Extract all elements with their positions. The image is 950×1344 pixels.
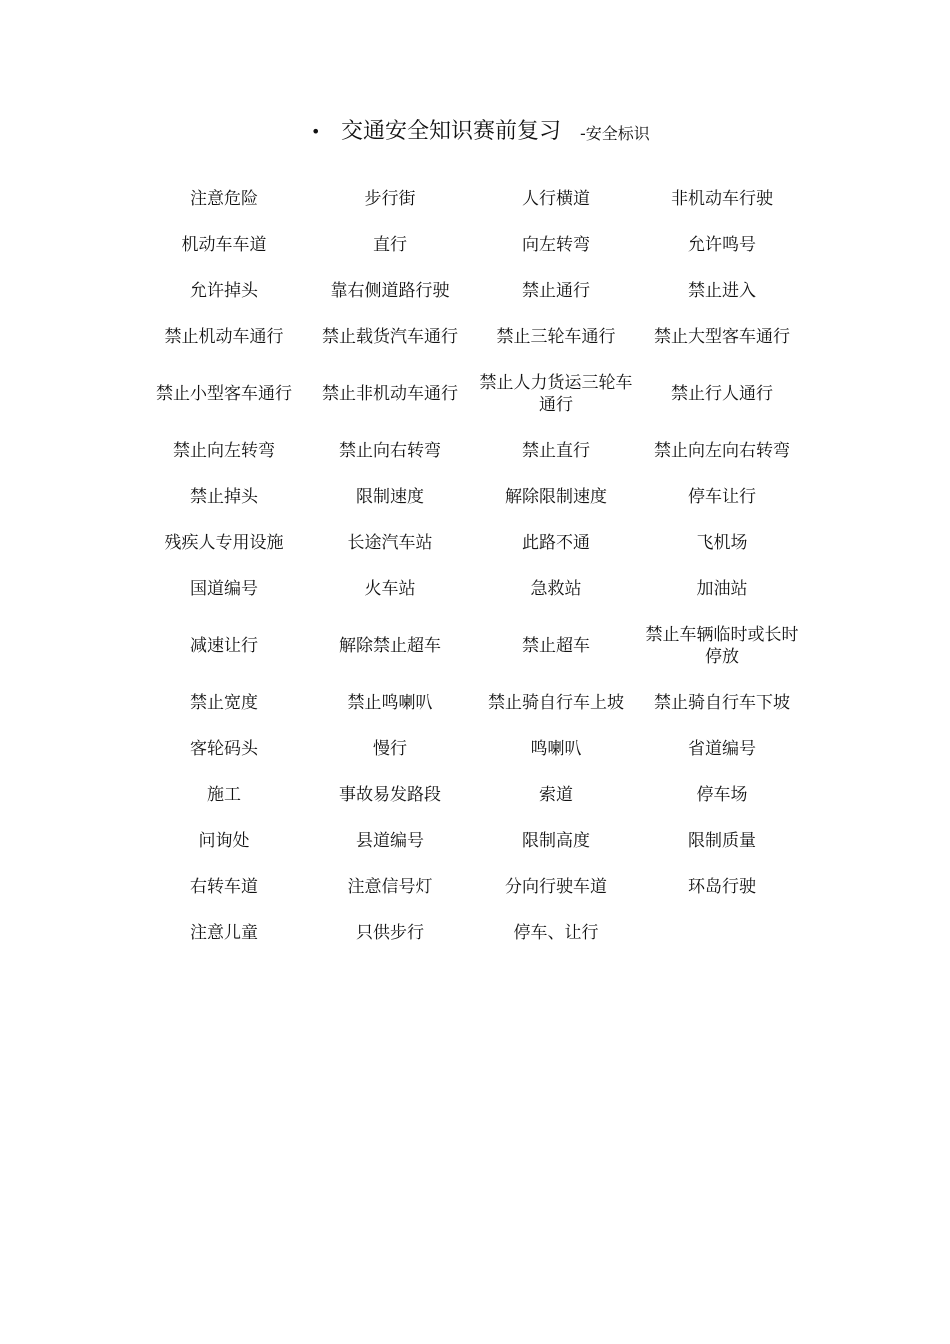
table-cell: 鸣喇叭: [530, 739, 582, 759]
table-cell: 注意信号灯: [347, 877, 433, 897]
table-cell: 县道编号: [356, 831, 424, 851]
table-cell: 此路不通: [522, 533, 590, 553]
table-cell: 停车让行: [688, 487, 756, 507]
table-cell: 急救站: [530, 579, 582, 599]
table-cell: 禁止机动车通行: [164, 327, 284, 347]
page-title: 交通安全知识赛前复习: [341, 119, 562, 144]
table-cell: 加油站: [696, 579, 748, 599]
table-cell: 问询处: [198, 831, 250, 851]
table-cell: 非机动车行驶: [671, 189, 773, 209]
table-cell: 禁止车辆临时或长时停放: [645, 625, 799, 667]
table-cell: 停车场: [696, 785, 748, 805]
table-row: [141, 566, 805, 612]
table-cell: 限制高度: [522, 831, 590, 851]
table-row: [141, 268, 805, 314]
table-cell: 禁止载货汽车通行: [322, 327, 458, 347]
table-cell: 飞机场: [696, 533, 748, 553]
table-cell: 禁止向左转弯: [173, 441, 275, 461]
table-cell: 分向行驶车道: [505, 877, 607, 897]
table-cell: 禁止宽度: [190, 693, 258, 713]
table-cell: 省道编号: [688, 739, 756, 759]
table-cell: 注意危险: [190, 189, 258, 209]
table-cell: 禁止超车: [522, 636, 590, 656]
table-row: [141, 474, 805, 520]
table-row: [141, 176, 805, 222]
table-cell: 只供步行: [356, 923, 424, 943]
table-cell: 禁止向左向右转弯: [654, 441, 790, 461]
table-cell: 残疾人专用设施: [164, 533, 284, 553]
table-cell: 索道: [539, 785, 573, 805]
table-cell: 右转车道: [190, 877, 258, 897]
table-cell: 禁止鸣喇叭: [347, 693, 433, 713]
table-row: [141, 360, 805, 428]
sign-name-table: [141, 176, 805, 956]
table-cell: 客轮码头: [190, 739, 258, 759]
page-subtitle: -安全标识: [580, 124, 650, 143]
table-cell: 禁止骑自行车下坡: [654, 693, 790, 713]
table-cell: 人行横道: [522, 189, 590, 209]
table-cell: 限制质量: [688, 831, 756, 851]
table-cell: 禁止向右转弯: [339, 441, 441, 461]
table-cell: 禁止非机动车通行: [322, 384, 458, 404]
table-cell: 允许鸣号: [688, 235, 756, 255]
table-cell: 解除限制速度: [505, 487, 607, 507]
table-cell: 禁止进入: [688, 281, 756, 301]
table-cell: 施工: [207, 785, 241, 805]
table-cell: 停车、让行: [513, 923, 599, 943]
table-cell: 减速让行: [190, 636, 258, 656]
table-cell: 环岛行驶: [688, 877, 756, 897]
table-row: [141, 520, 805, 566]
table-row: [141, 726, 805, 772]
page-heading: [0, 116, 950, 148]
table-row: [141, 818, 805, 864]
table-cell: 禁止大型客车通行: [654, 327, 790, 347]
table-cell: 禁止骑自行车上坡: [488, 693, 624, 713]
table-row: [141, 680, 805, 726]
table-cell: 事故易发路段: [339, 785, 441, 805]
table-row: [141, 772, 805, 818]
table-cell: 允许掉头: [190, 281, 258, 301]
table-cell: 禁止行人通行: [671, 384, 773, 404]
table-cell: 直行: [373, 235, 407, 255]
table-cell: 步行街: [364, 189, 416, 209]
table-row: [141, 428, 805, 474]
table-cell: 向左转弯: [522, 235, 590, 255]
table-cell: 禁止三轮车通行: [496, 327, 616, 347]
table-cell: 长途汽车站: [347, 533, 433, 553]
table-cell: 解除禁止超车: [339, 636, 441, 656]
table-cell: 禁止通行: [522, 281, 590, 301]
table-cell: 慢行: [373, 739, 407, 759]
table-cell: 限制速度: [356, 487, 424, 507]
table-row: [141, 864, 805, 910]
table-cell: 国道编号: [190, 579, 258, 599]
table-cell: [639, 910, 805, 956]
table-cell: 禁止人力货运三轮车通行: [479, 373, 633, 415]
table-row: [141, 222, 805, 268]
table-row: [141, 612, 805, 680]
table-cell: 机动车车道: [181, 235, 267, 255]
table-cell: 禁止小型客车通行: [156, 384, 292, 404]
table-cell: 禁止直行: [522, 441, 590, 461]
table-cell: 禁止掉头: [190, 487, 258, 507]
bullet-mark: •: [311, 122, 321, 141]
table-cell: 火车站: [364, 579, 416, 599]
table-cell: 靠右侧道路行驶: [330, 281, 450, 301]
table-row: [141, 314, 805, 360]
table-cell: 注意儿童: [190, 923, 258, 943]
table-row: [141, 910, 805, 956]
